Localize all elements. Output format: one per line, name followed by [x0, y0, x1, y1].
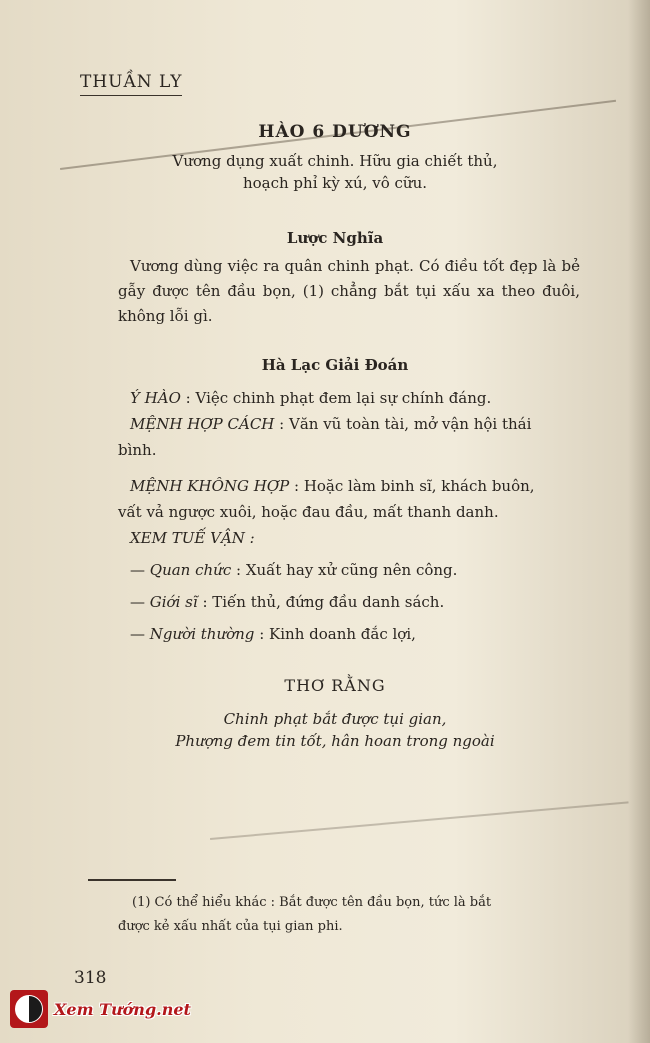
y-hao-label: Ý HÀO	[130, 389, 181, 407]
footnote-line-2: được kẻ xấu nhất của tụi gian phi.	[118, 919, 343, 934]
menh-hop-line	[118, 411, 580, 437]
dash-2: —	[130, 593, 145, 611]
ha-lac-body	[118, 385, 580, 647]
watermark-text: Xem Tướng.net	[54, 999, 191, 1019]
menh-hop-label: MỆNH HỢP CÁCH	[130, 415, 275, 433]
menh-khong-text-2: vất vả ngược xuôi, hoặc đau đầu, mất thanh danh.	[118, 503, 499, 521]
ha-lac-title: Hà Lạc Giải Đoán	[261, 356, 409, 374]
verse-line-1: Vương dụng xuất chinh. Hữu gia chiết thủ,	[172, 152, 498, 170]
nguoi-thuong-label: Người thường	[149, 625, 255, 643]
luoc-nghia-title: Lược Nghĩa	[286, 229, 384, 247]
footnote-line-1: (1) Có thể hiểu khác : Bắt được tên đầu bọn, tức là bắt	[132, 895, 492, 910]
luoc-nghia-text: Vương dùng việc ra quân chinh phạt. Có điều tốt đẹp là bẻ gẫy được tên đầu bọn, (1) chẳng bắt tụi xấu xa theo đuôi, không lỗi gì.	[118, 257, 580, 325]
page-edge-shadow	[628, 0, 650, 1043]
gioi-si-label: Giới sĩ	[149, 593, 198, 611]
watermark-logo	[10, 990, 48, 1028]
page-number: 318	[74, 968, 107, 988]
menh-khong-line	[118, 473, 580, 499]
quan-chuc-text: : Xuất hay xử cũng nên công.	[236, 561, 458, 579]
watermark	[10, 988, 191, 1030]
gioi-si-text: : Tiến thủ, đứng đầu danh sách.	[202, 593, 445, 611]
hao-title: HÀO 6 DƯƠNG	[258, 122, 412, 142]
y-hao-line	[118, 385, 580, 411]
menh-hop-text-2: bình.	[118, 441, 157, 459]
menh-hop-text-1: : Văn vũ toàn tài, mở vận hội thái	[279, 415, 532, 433]
quan-chuc-line	[118, 557, 580, 583]
footnote	[118, 891, 580, 939]
poem-line-2: Phượng đem tin tốt, hân hoan trong ngoài	[175, 732, 495, 750]
footnote-rule	[88, 879, 176, 881]
xem-tue-van: XEM TUẾ VẬN :	[130, 529, 255, 547]
menh-khong-text-1: : Hoặc làm binh sĩ, khách buôn,	[294, 477, 535, 495]
dash-3: —	[130, 625, 145, 643]
nguoi-thuong-text: : Kinh doanh đắc lợi,	[259, 625, 416, 643]
gioi-si-line	[118, 589, 580, 615]
tho-rang-title: THƠ RẰNG	[284, 676, 386, 695]
yin-yang-icon	[15, 995, 43, 1023]
dash-1: —	[130, 561, 145, 579]
quan-chuc-label: Quan chức	[149, 561, 232, 579]
menh-khong-label: MỆNH KHÔNG HỢP	[130, 477, 290, 495]
poem	[100, 708, 570, 752]
nguoi-thuong-line	[118, 621, 580, 647]
poem-line-1: Chinh phạt bắt được tụi gian,	[223, 710, 447, 728]
y-hao-text: : Việc chinh phạt đem lại sự chính đáng.	[185, 389, 492, 407]
verse-line-2: hoạch phỉ kỳ xú, vô cữu.	[242, 174, 428, 192]
running-header: THUẦN LY	[80, 72, 182, 96]
